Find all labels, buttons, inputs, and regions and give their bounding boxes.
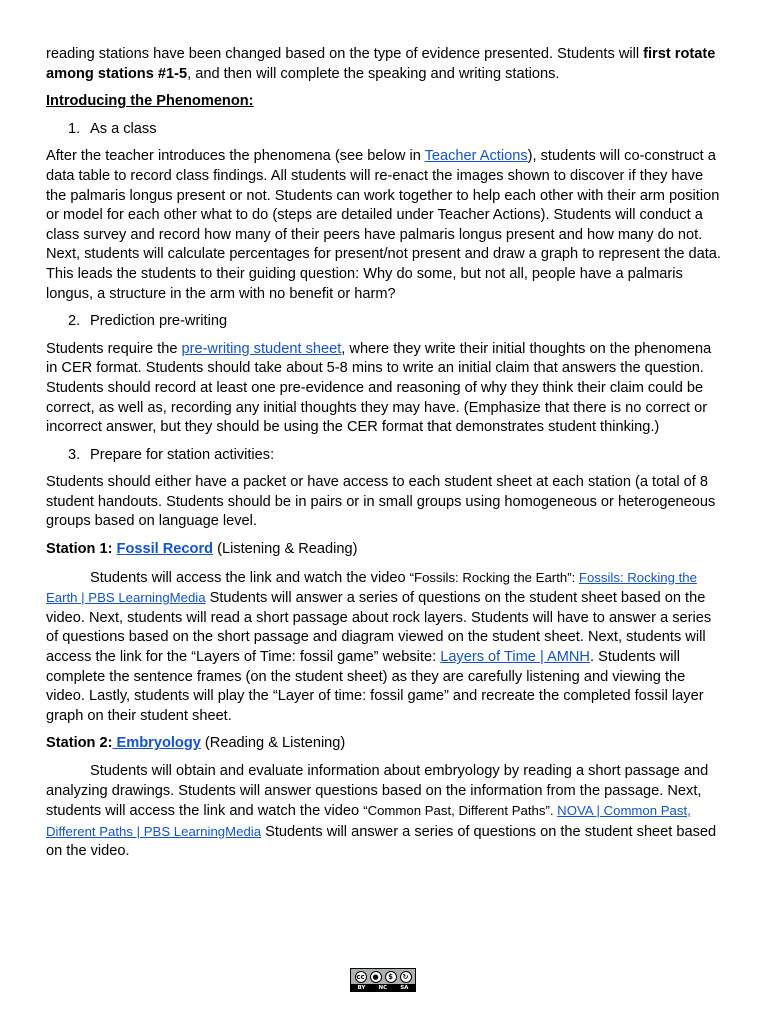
station2-title: Station 2: Embryology (Reading & Listening) <box>46 735 346 752</box>
cc-icon: cc <box>356 972 365 981</box>
phenomenon-heading: Introducing the Phenomenon: <box>46 93 254 110</box>
station2-paragraph: Students will obtain and evaluate information about embryology by reading a short passage and analyzing drawings. Students will answer questions based on the information from the passage. Next, students will access the link and watch the video “Common Past, Different Paths”. NOVA | Common Past, Different Paths | PBS LearningMedia Students will answer a series of questions on the student sheet based on the video. <box>46 763 717 860</box>
station-prep-paragraph: Students should either have a packet or have access to each student sheet at each station (a total of 8 student handouts. Students should be in pairs or in small groups using homogeneous or heterogeneous groups based on language level. <box>46 474 716 530</box>
layers-of-time-link[interactable]: Layers of Time | AMNH <box>440 649 590 666</box>
intro-paragraph: reading stations have been changed based on the type of evidence presented. Students will first rotate among stations #1-5, and then will complete the speaking and writing stations. <box>46 46 716 82</box>
prewriting-paragraph: Students require the pre-writing student sheet, where they write their initial thoughts on the phenomena in CER format. Students should take about 5-8 mins to write an initial claim that answers the question. Students should record at least one pre-evidence and reasoning of why they think their claim could be correct, as well as, recording any initial thoughts they may have. (Emphasize that there is no correct or incorrect answer, but they should be using the CER format that demonstrates student thinking.) <box>46 340 712 436</box>
intro-bold: first rotate among stations #1-5 <box>46 46 716 82</box>
teacher-actions-link[interactable]: Teacher Actions <box>424 148 528 165</box>
fossil-record-link[interactable]: Fossil Record <box>116 541 214 558</box>
embryology-link[interactable]: Embryology <box>112 735 201 752</box>
fossils-rocking-earth-link[interactable]: Fossils: Rocking the Earth | PBS LearningMedia <box>46 569 697 606</box>
pre-writing-sheet-link[interactable]: pre-writing student sheet <box>181 340 342 357</box>
list-item-2: 2. Prediction pre-writing <box>68 313 228 330</box>
station1-paragraph: Students will access the link and watch the video “Fossils: Rocking the Earth”: Fossils: Rocking the Earth | PBS LearningMedia Students will answer a series of questions on the student sheet based on the video. Next, students will read a short passage about rock layers. Students will have to answer a series of questions based on the short passage and diagram viewed on the student sheet. Next, students will access the link for the “Layers of Time: fossil game” website: Layers of Time | AMNH. Students will complete the sentence frames (on the student sheet) as they are carefully listening and viewing the video. Lastly, students will play the “Layer of time: fossil game” and recreate the completed fossil layer graph on their student sheet. <box>46 569 712 724</box>
document-body <box>46 45 726 870</box>
attribution-icon: ● <box>370 971 382 983</box>
cc-license-badge: cc ● $ ↻ BY NC SA <box>350 968 416 992</box>
list-item-3: 3. Prepare for station activities: <box>68 446 275 463</box>
noncommercial-icon: $ <box>385 971 397 983</box>
nova-common-past-link[interactable]: NOVA | Common Past, Different Paths | PBS LearningMedia <box>46 803 691 839</box>
list-item-1: 1. As a class <box>68 120 157 137</box>
class-paragraph: After the teacher introduces the phenomena (see below in Teacher Actions), students will co-construct a data table to record class findings. All students will re-enact the images shown to discover if they have the palmaris longus present or not. Students can work together to help each other with their arm position or model for each other what to do (steps are detailed under Teacher Actions). Students will conduct a class survey and record how many of their peers have palmaris longus present and how many do not. Next, students will calculate percentages for present/not present and draw a graph to represent the data. This leads the students to their guiding question: Why do some, but not all, people have a palmaris longus, a structure in the arm with no benefit or harm? <box>46 148 721 302</box>
sharealike-icon: ↻ <box>400 971 412 983</box>
station1-title: Station 1: Fossil Record (Listening & Reading) <box>46 541 358 558</box>
